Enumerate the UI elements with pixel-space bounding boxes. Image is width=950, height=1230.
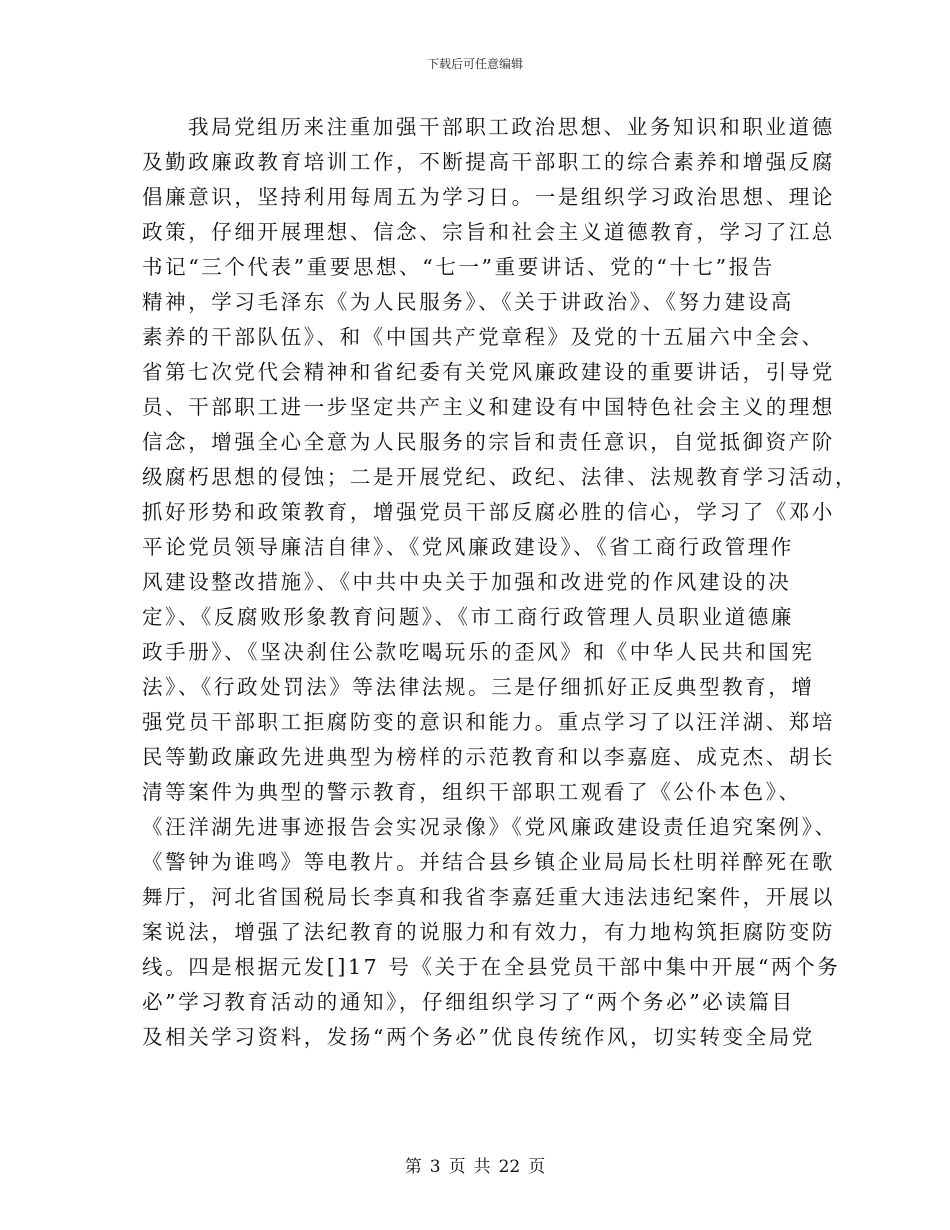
paragraph-line: 精神，学习毛泽东《为人民服务》、《关于讲政治》、《努力建设高 — [142, 290, 794, 314]
paragraph-line: 政策，仔细开展理想、信念、宗旨和社会主义道德教育，学习了江总 — [142, 220, 835, 244]
paragraph-line: 案说法，增强了法纪教育的说服力和有效力，有力地构筑拒腐防变防 — [142, 920, 835, 944]
page-mid: 页 — [448, 1157, 466, 1177]
page-total: 22 — [498, 1157, 521, 1177]
paragraph-line: 线。四是根据元发[]17 号《关于在全县党员干部中集中开展“两个务 — [142, 955, 841, 979]
paragraph-line: 素养的干部队伍》、和《中国共产党章程》及党的十五届六中全会、 — [142, 325, 825, 349]
paragraph-line: 省第七次党代会精神和省纪委有关党风廉政建设的重要讲话，引导党 — [142, 360, 835, 384]
paragraph-line: 风建设整改措施》、《中共中央关于加强和改进党的作风建设的决 — [142, 570, 792, 594]
paragraph-line: 及相关学习资料，发扬“两个务必”优良传统作风，切实转变全局党 — [142, 1025, 815, 1049]
paragraph-line: 必”学习教育活动的通知》，仔细组织学习了“两个务必”必读篇目 — [142, 990, 795, 1014]
paragraph-line: 信念，增强全心全意为人民服务的宗旨和责任意识，自觉抵御资产阶 — [142, 430, 835, 454]
paragraph-line: 我局党组历来注重加强干部职工政治思想、业务知识和职业道德 — [188, 115, 835, 139]
page-prefix: 第 — [404, 1157, 422, 1177]
paragraph-line: 书记“三个代表”重要思想、“七一”重要讲话、党的“十七”报告 — [142, 255, 775, 279]
paragraph-line: 定》、《反腐败形象教育问题》、《市工商行政管理人员职业道德廉 — [142, 605, 794, 629]
paragraph-line: 及勤政廉政教育培训工作，不断提高干部职工的综合素养和增强反腐 — [142, 150, 835, 174]
paragraph-line: 员、干部职工进一步坚定共产主义和建设有中国特色社会主义的理想 — [142, 395, 835, 419]
paragraph-line: 抓好形势和政策教育，增强党员干部反腐必胜的信心，学习了《邓小 — [142, 500, 835, 524]
paragraph-line: 《警钟为谁鸣》等电教片。并结合县乡镇企业局局长杜明祥醉死在歌 — [142, 850, 835, 874]
paragraph-line: 法》、《行政处罚法》等法律法规。三是仔细抓好正反典型教育，增 — [142, 675, 815, 699]
paragraph-line: 《汪洋湖先进事迹报告会实况录像》《党风廉政建设责任追究案例》、 — [142, 815, 838, 839]
page-total-label: 共 — [473, 1157, 491, 1177]
paragraph-line: 倡廉意识，坚持利用每周五为学习日。一是组织学习政治思想、理论 — [142, 185, 835, 209]
page-suffix: 页 — [528, 1157, 546, 1177]
paragraph-line: 平论党员领导廉洁自律》、《党风廉政建设》、《省工商行政管理作 — [142, 535, 794, 559]
paragraph-line: 政手册》、《坚决刹住公款吃喝玩乐的歪风》和《中华人民共和国宪 — [142, 640, 815, 664]
document-body — [142, 110, 859, 1055]
paragraph-line: 级腐朽思想的侵蚀；二是开展党纪、政纪、法律、法规教育学习活动， — [142, 465, 859, 489]
page-current: 3 — [429, 1157, 441, 1177]
paragraph-line: 清等案件为典型的警示教育，组织干部职工观看了《公仆本色》、 — [142, 780, 802, 804]
paragraph-line: 强党员干部职工拒腐防变的意识和能力。重点学习了以汪洋湖、郑培 — [142, 710, 835, 734]
page-number-footer — [0, 1152, 950, 1177]
header-note: 下载后可任意编辑 — [426, 57, 523, 71]
paragraph-line: 舞厅，河北省国税局长李真和我省李嘉廷重大违法违纪案件，开展以 — [142, 885, 835, 909]
paragraph-line: 民等勤政廉政先进典型为榜样的示范教育和以李嘉庭、成克杰、胡长 — [142, 745, 835, 769]
